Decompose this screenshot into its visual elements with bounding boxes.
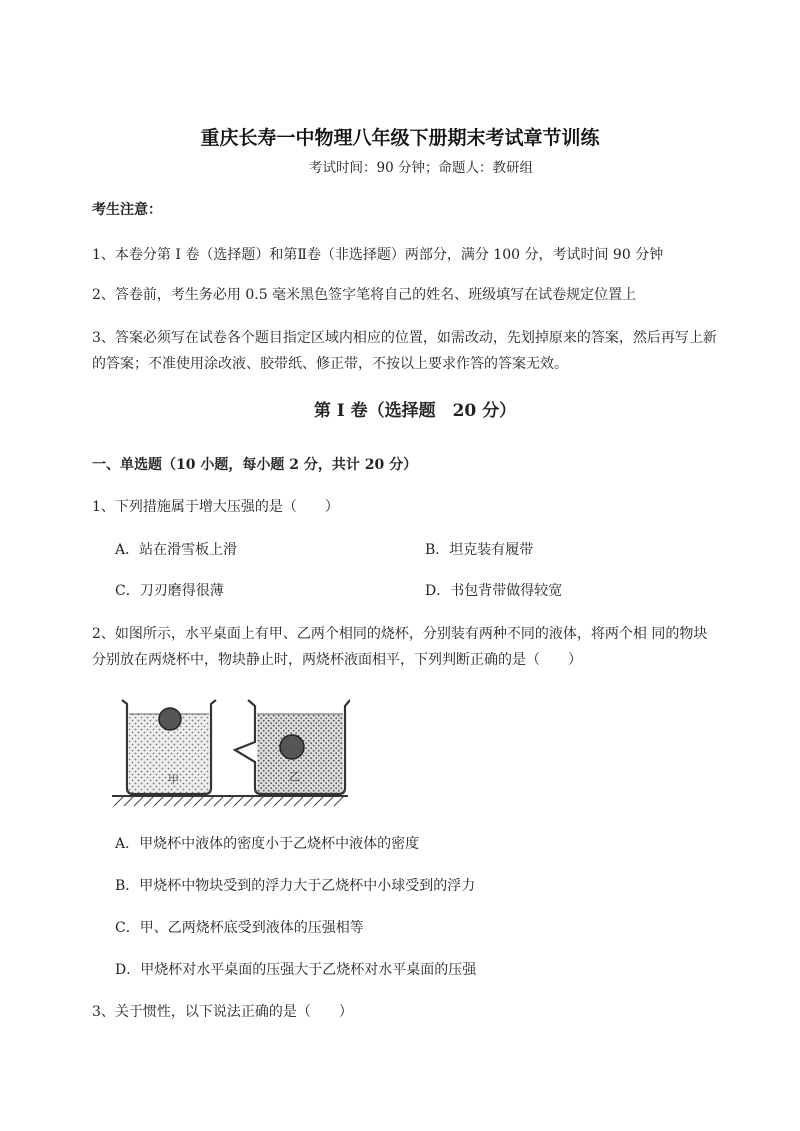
question-2-stem: 2、如图所示，水平桌面上有甲、乙两个相同的烧杯，分别装有两种不同的液体，将两个相 同的物块 (92, 626, 708, 642)
table-hatching (114, 796, 344, 806)
label-yi: 乙 (289, 770, 300, 783)
q2-option-c: C．甲、乙两烧杯底受到液体的压强相等 (115, 920, 364, 936)
note-item: 2、答卷前，考生务必用 0.5 毫米黑色签字笔将自己的姓名、班级填写在试卷规定位置上 (92, 287, 637, 303)
beakers-figure-svg (110, 692, 350, 812)
question-1-stem: 1、下列措施属于增大压强的是（ ） (92, 499, 339, 515)
question-3-stem: 3、关于惯性，以下说法正确的是（ ） (92, 1004, 353, 1020)
label-jia: 甲 (168, 773, 179, 786)
block-jia (159, 708, 181, 730)
section-title: 第 I 卷（选择题 20 分） (313, 401, 517, 421)
page-title: 重庆长寿一中物理八年级下册期末考试章节训练 (200, 127, 600, 149)
part-heading: 一、单选题（10 小题，每小题 2 分，共计 20 分） (92, 457, 418, 473)
note-item: 的答案；不准使用涂改液、胶带纸、修正带，不按以上要求作答的答案无效。 (92, 356, 568, 372)
block-yi (280, 735, 304, 759)
note-item: 3、答案必须写在试卷各个题目指定区域内相应的位置，如需改动，先划掉原来的答案，然后再写上新 (92, 330, 717, 346)
beaker-yi (235, 700, 350, 794)
beaker-jia (122, 700, 216, 794)
q1-option-d: D．书包背带做得较宽 (425, 583, 563, 599)
note-item: 1、本卷分第 I 卷（选择题）和第Ⅱ卷（非选择题）两部分，满分 100 分，考试时间 90 分钟 (92, 247, 664, 263)
exam-info: 考试时间：90 分钟；命题人：教研组 (309, 160, 533, 176)
q2-option-d: D．甲烧杯对水平桌面的压强大于乙烧杯对水平桌面的压强 (115, 962, 477, 978)
q2-option-a: A．甲烧杯中液体的密度小于乙烧杯中液体的密度 (115, 836, 420, 852)
q1-option-a: A．站在滑雪板上滑 (115, 542, 238, 558)
notes-heading: 考生注意： (92, 202, 162, 218)
q2-option-b: B．甲烧杯中物块受到的浮力大于乙烧杯中小球受到的浮力 (115, 878, 476, 894)
q1-option-b: B．坦克装有履带 (425, 542, 534, 558)
beakers-figure (110, 692, 350, 816)
q1-option-c: C．刀刃磨得很薄 (115, 583, 224, 599)
question-2-stem: 分别放在两烧杯中，物块静止时，两烧杯液面相平，下列判断正确的是（ ） (92, 652, 582, 668)
